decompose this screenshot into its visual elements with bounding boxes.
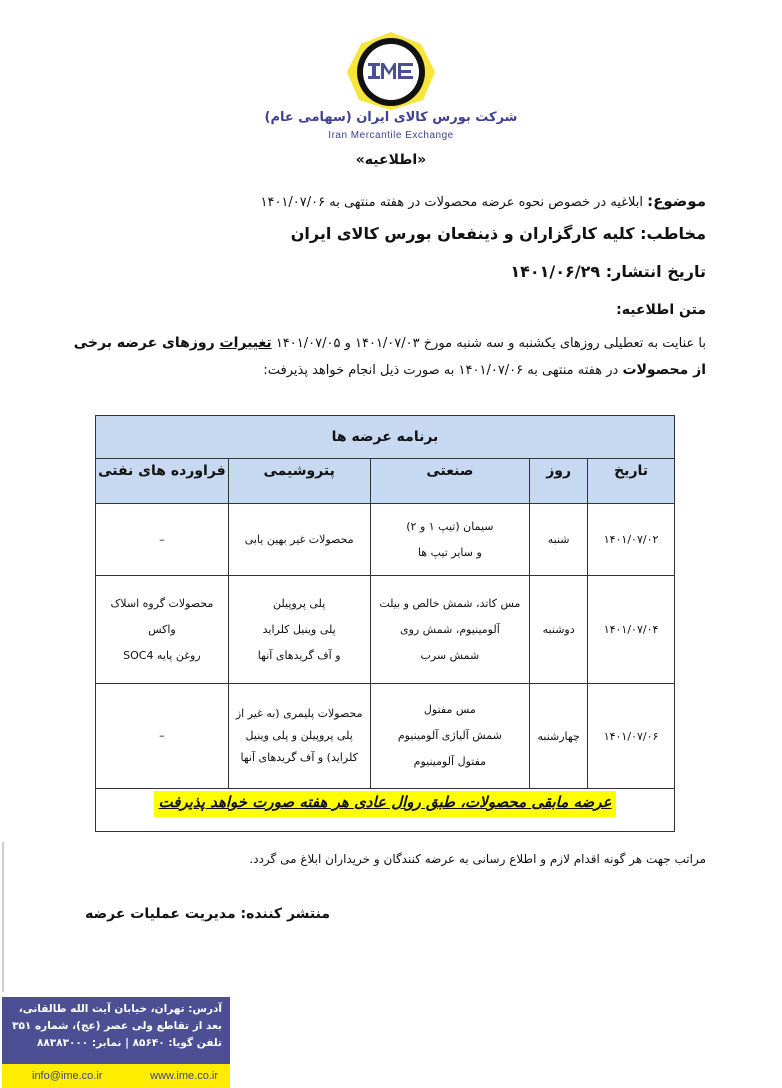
body-paragraph: [66, 330, 706, 384]
body-text-1: با عنایت به تعطیلی روزهای یکشنبه و سه شنبه مورخ ۱۴۰۱/۰۷/۰۳ و ۱۴۰۱/۰۷/۰۵: [271, 336, 706, 351]
audience-text: کلیه کارگزاران و ذینفعان بورس کالای ایران: [290, 224, 635, 243]
audience-line: [86, 224, 706, 243]
cell-line: مفتول آلومینیوم: [413, 755, 487, 768]
cell-line: شمش آلیاژی آلومینیوم: [397, 729, 502, 742]
cell-line: مس مفتول: [423, 703, 476, 716]
cell-line: و سایر تیپ ها: [417, 545, 482, 559]
body-text-2: در هفته منتهی به ۱۴۰۱/۰۷/۰۶ به صورت ذیل انجام خواهد پذیرفت:: [263, 363, 623, 378]
cell-industrial: [370, 504, 530, 576]
body-text-bold: روزهای عرضه برخی از محصولات: [73, 335, 706, 378]
cell-line: سیمان (تیپ ۱ و ۲): [406, 519, 494, 533]
announcement-title: «اطلاعیه»: [355, 152, 427, 168]
cell-oil-products: [96, 504, 229, 576]
column-header-oil-products: فراورده های نفتی: [96, 459, 229, 504]
cell-line: شمش سرب: [420, 648, 480, 662]
cell-line: و آف گریدهای آنها: [257, 648, 341, 662]
cell-line: محصولات پلیمری (به غیر از: [235, 707, 363, 720]
subject-text: ابلاغیه در خصوص نحوه عرضه محصولات در هفته منتهی به ۱۴۰۱/۰۷/۰۶: [260, 195, 644, 210]
cell-petrochemical: [228, 684, 370, 789]
address-line: بعد از تقاطع ولی عصر (عج)، شماره ۳۵۱: [12, 1020, 222, 1032]
audience-label: مخاطب:: [640, 224, 706, 243]
cell-date: ۱۴۰۱/۰۷/۰۲: [588, 504, 675, 576]
cell-line: واکس: [148, 622, 176, 636]
publisher-line: [0, 906, 330, 922]
publish-date-label: تاریخ انتشار:: [605, 262, 706, 281]
cell-day: چهارشنبه: [530, 684, 588, 789]
table-title: برنامه عرضه ها: [96, 416, 675, 459]
cell-line: محصولات غیر بهین یابی: [244, 532, 354, 546]
cell-line: پلی پروپیلن و پلی وینیل: [245, 729, 353, 742]
cell-industrial: [370, 576, 530, 684]
company-name-fa: شرکت بورس کالای ایران (سهامی عام): [264, 110, 518, 125]
cell-day: دوشنبه: [530, 576, 588, 684]
column-header-date: تاریخ: [588, 459, 675, 504]
address-line: آدرس: تهران، خیابان آیت الله طالقانی،: [18, 1003, 222, 1015]
cell-line: پلی پروپیلن: [273, 596, 326, 610]
letterhead: [0, 22, 782, 147]
publish-date-value: ۱۴۰۱/۰۶/۲۹: [510, 262, 601, 281]
cell-line: –: [159, 729, 165, 742]
column-header-industrial: صنعتی: [370, 459, 530, 504]
body-heading: متن اطلاعیه:: [616, 302, 706, 318]
closing-sentence: مراتب جهت هر گونه اقدام لازم و اطلاع رسانی به عرضه کنندگان و خریداران ابلاغ می گردد.: [249, 852, 706, 866]
offering-schedule-table: [95, 415, 675, 832]
publisher-value: مدیریت عملیات عرضه: [85, 906, 236, 922]
table-row: [96, 504, 675, 576]
cell-line: محصولات گروه اسلاک: [110, 596, 214, 610]
margin-rule: [2, 842, 4, 992]
cell-date: ۱۴۰۱/۰۷/۰۴: [588, 576, 675, 684]
subject-line: [86, 192, 706, 210]
cell-petrochemical: [228, 576, 370, 684]
table-row: [96, 684, 675, 789]
cell-line: مس کاتد، شمش خالص و بیلت: [379, 596, 521, 610]
cell-industrial: [370, 684, 530, 789]
publish-date-line: [86, 262, 706, 281]
cell-day: شنبه: [530, 504, 588, 576]
email-link[interactable]: info@ime.co.ir: [32, 1070, 103, 1082]
cell-line: روغن پایه SOC4: [123, 648, 201, 662]
cell-oil-products: [96, 684, 229, 789]
company-name-en: Iran Mercantile Exchange: [328, 130, 454, 141]
cell-oil-products: [96, 576, 229, 684]
phone-line: تلفن گویا: ۸۵۶۴۰ | نمابر: ۸۸۳۸۳۰۰۰: [36, 1037, 222, 1049]
column-header-day: روز: [530, 459, 588, 504]
subject-label: موضوع:: [647, 192, 706, 210]
table-row: [96, 576, 675, 684]
body-text-underlined: تغییرات: [219, 335, 272, 351]
footer-contact-bar: [2, 1064, 230, 1088]
publisher-label: منتشر کننده:: [240, 906, 330, 922]
table-footer-cell: [96, 789, 675, 832]
website-link[interactable]: www.ime.co.ir: [150, 1070, 218, 1082]
footer-address: [2, 997, 230, 1064]
cell-line: پلی وینیل کلراید: [262, 622, 336, 636]
cell-petrochemical: [228, 504, 370, 576]
cell-line: آلومینیوم، شمش روی: [399, 622, 500, 636]
cell-line: –: [159, 532, 165, 546]
cell-line: کلراید) و آف گریدهای آنها: [240, 751, 358, 764]
highlighted-note: عرضه مابقی محصولات، طبق روال عادی هر هفته صورت خواهد پذیرفت: [154, 791, 615, 817]
ime-logo-icon: [343, 30, 439, 110]
column-header-petrochemical: پتروشیمی: [228, 459, 370, 504]
cell-date: ۱۴۰۱/۰۷/۰۶: [588, 684, 675, 789]
